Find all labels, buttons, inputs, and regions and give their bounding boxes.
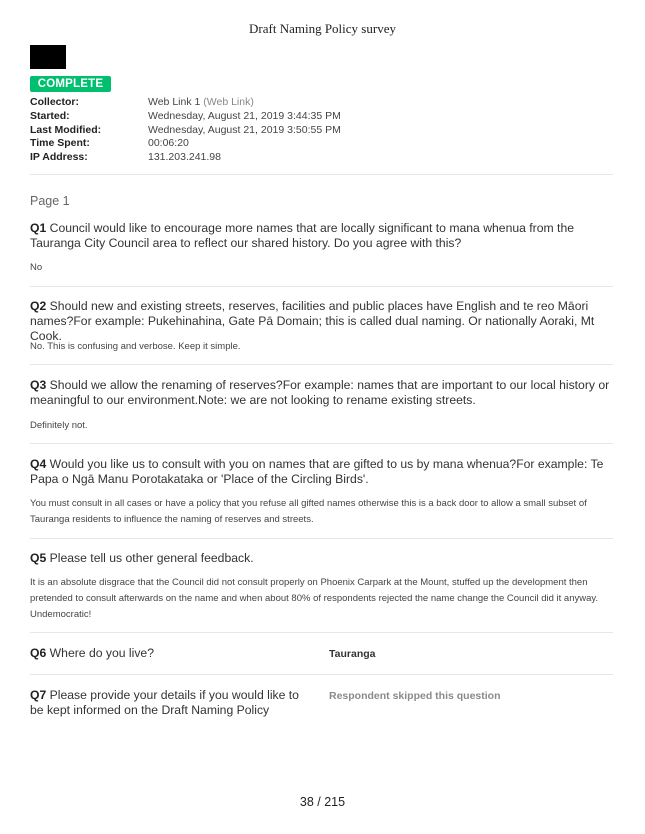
question-text: Where do you live? — [49, 646, 154, 660]
question-text: Should new and existing streets, reserves, facilities and public places have English and te reo Māori names?For example: Pukehinahina, Gate Pā Domain; this is called dual naming. Or nationally Aoraki, Mt Cook. — [30, 299, 595, 343]
meta-label: Time Spent: — [30, 137, 90, 150]
divider — [30, 286, 613, 287]
divider — [30, 364, 613, 365]
meta-label: Collector: — [30, 96, 80, 108]
meta-value: Wednesday, August 21, 2019 3:50:55 PM — [148, 123, 341, 136]
divider — [30, 443, 613, 444]
response-metadata — [30, 96, 341, 165]
meta-label: IP Address: — [30, 151, 88, 164]
question-number: Q7 — [30, 688, 47, 702]
question-6 — [30, 646, 310, 661]
meta-value: 00:06:20 — [148, 137, 189, 150]
logo — [30, 45, 66, 69]
meta-row-collector — [30, 96, 341, 110]
question-7 — [30, 688, 310, 718]
divider — [30, 632, 613, 633]
question-text: Council would like to encourage more names that are locally significant to mana whenua from the Tauranga City Council area to reflect our shared history. Do you agree with this? — [30, 221, 574, 250]
question-3 — [30, 378, 613, 408]
meta-value: Web Link 1 — [148, 96, 201, 108]
meta-row-last-modified — [30, 124, 341, 138]
answer-7-skipped: Respondent skipped this question — [329, 690, 501, 702]
survey-title: Draft Naming Policy survey — [249, 21, 396, 36]
question-text: Please tell us other general feedback. — [49, 551, 254, 565]
meta-value: Wednesday, August 21, 2019 3:44:35 PM — [148, 109, 341, 122]
status-badge: COMPLETE — [30, 76, 111, 92]
question-4 — [30, 457, 613, 487]
answer-5: It is an absolute disgrace that the Council did not consult properly on Phoenix Carpark at the Mount, stuffed up the development then pretended to consult afterwards on the name and when about 80% of respondents rejected the name change the Council did it anyway. Undemocratic! — [30, 577, 599, 620]
question-text: Should we allow the renaming of reserves?For example: names that are important to our local history or meaningful to our environment.Note: we are not looking to rename existing streets. — [30, 378, 610, 407]
answer-1: No — [30, 262, 43, 273]
answer-2: No. This is confusing and verbose. Keep it simple. — [30, 341, 241, 352]
meta-label: Started: — [30, 109, 70, 122]
meta-row-time-spent — [30, 137, 341, 151]
question-number: Q5 — [30, 551, 47, 565]
question-number: Q3 — [30, 378, 47, 392]
meta-label: Last Modified: — [30, 123, 102, 136]
answer-3: Definitely not. — [30, 420, 88, 431]
meta-row-started — [30, 110, 341, 124]
question-text: Please provide your details if you would like to be kept informed on the Draft Naming Policy — [30, 688, 299, 717]
meta-row-ip-address — [30, 151, 341, 165]
meta-subvalue: (Web Link) — [203, 96, 254, 108]
question-1 — [30, 221, 613, 251]
question-2 — [30, 299, 613, 344]
answer-4: You must consult in all cases or have a policy that you refuse all gifted names otherwise this is a back door to allow a small subset of Tauranga residents to influence the naming of reserves and streets. — [30, 498, 587, 525]
question-text: Would you like us to consult with you on names that are gifted to us by mana whenua?For example: Te Papa o Ngā Manu Porotakataka or 'Place of the Circling Birds'. — [30, 457, 604, 486]
divider — [30, 674, 613, 675]
question-number: Q6 — [30, 646, 47, 660]
question-5 — [30, 551, 613, 566]
answer-6: Tauranga — [329, 648, 376, 660]
question-number: Q4 — [30, 457, 47, 471]
page-label: Page 1 — [30, 194, 70, 208]
page-number: 38 / 215 — [299, 795, 346, 809]
meta-value: 131.203.241.98 — [148, 151, 221, 164]
divider — [30, 174, 613, 175]
question-number: Q2 — [30, 299, 47, 313]
divider — [30, 538, 613, 539]
question-number: Q1 — [30, 221, 47, 235]
